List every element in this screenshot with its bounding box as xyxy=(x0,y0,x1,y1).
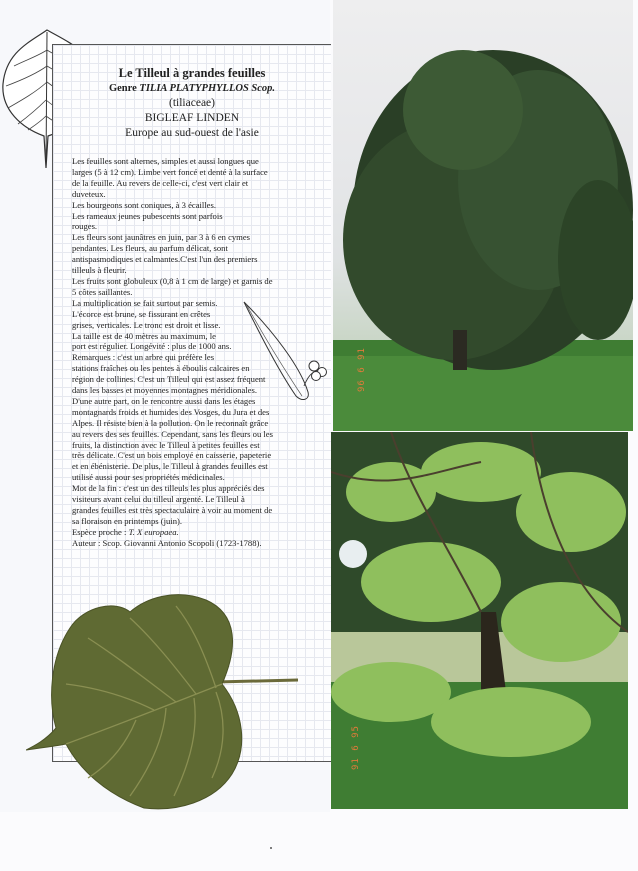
related-prefix: Espèce proche : xyxy=(72,526,129,537)
tree-illustration xyxy=(333,0,633,431)
description-line: duveteux. xyxy=(72,188,106,199)
description-line: au revers des ses feuilles. Cependant, sans les fleurs ou les xyxy=(72,428,273,439)
description-line: utilisé aussi pour ses propriétés médicinales. xyxy=(72,472,225,483)
description-line: Les bourgeons sont coniques, à 3 écailles. xyxy=(72,199,216,210)
branch-photo xyxy=(331,432,628,809)
genre-prefix: Genre xyxy=(108,83,137,94)
related-species: T. X europaea. xyxy=(128,526,179,537)
description-line: D'une autre part, on le rencontre aussi dans les étages xyxy=(72,395,256,406)
foliage-illustration xyxy=(331,432,628,809)
description-line: très délicate. C'est un bois employé en caisserie, papeterie xyxy=(72,450,272,461)
fruit-bract-drawing-icon xyxy=(238,300,328,404)
genus-line xyxy=(60,81,324,96)
common-name: BIGLEAF LINDEN xyxy=(144,112,240,124)
description-line: Mot de la fin : c'est un des tilleuls les plus appréciés des xyxy=(72,483,265,494)
description-line: dans les basses et moyennes montagnes méridionales. xyxy=(72,385,257,396)
description-line: tilleuls à fleurir. xyxy=(72,265,127,276)
description-line: Remarques : c'est un arbre qui préfère les xyxy=(72,352,215,363)
page-mark xyxy=(270,847,272,849)
description-line: pendantes. Les fleurs, au parfum délicat, sont xyxy=(72,243,228,254)
description-line: visiteurs avant celui du tilleul argenté. Le Tilleul à xyxy=(72,494,245,505)
date-stamp-top: 96 6 91 xyxy=(357,347,367,392)
description-line: Les fruits sont globuleux (0,8 à 1 cm de large) et garnis de xyxy=(72,275,273,286)
description-line: 5 côtes saillantes. xyxy=(72,286,133,297)
description-line: larges (5 à 12 cm). Limbe vert foncé et denté à la surface xyxy=(72,166,268,177)
description-line: fruits, la distinction avec le Tilleul à petites feuilles est xyxy=(72,439,260,450)
tree-photo xyxy=(333,0,633,431)
description-line: port est régulier. Longévité : plus de 1000 ans. xyxy=(72,341,232,352)
description-line: grandes feuilles est très spectaculaire à voir au moment de xyxy=(72,505,273,515)
pressed-leaf-specimen xyxy=(26,588,300,814)
related-species-line xyxy=(72,527,306,538)
genus-name: TILIA PLATYPHYLLOS Scop. xyxy=(139,83,276,94)
description-line: montagnards froids et humides des Vosges, du Jura et des xyxy=(72,406,270,417)
description-line: Alpes. Il résiste bien à la pollution. On le reconnaît grâce xyxy=(72,417,269,428)
description-line: de la feuille. Au revers de celle-ci, c'est vert clair et xyxy=(72,177,249,188)
description-line: et en ébénisterie. De plus, le Tilleul à grandes feuilles est xyxy=(72,461,268,472)
description-line: sa floraison en printemps (juin). xyxy=(72,515,183,526)
description-line: stations fraîches ou les pentes à éboulis calcaires en xyxy=(72,363,250,374)
description-line: région de collines. C'est un Tilleul qui est assez fréquent xyxy=(72,374,266,385)
description-line: Les rameaux jeunes pubescents sont parfois xyxy=(72,210,223,221)
family-name: (tiliaceae) xyxy=(169,97,215,109)
author-line: Auteur : Scop. Giovanni Antonio Scopoli (1723-1788). xyxy=(72,537,262,548)
description-line: antispasmodiques et calmantes.C'est l'un des premiers xyxy=(72,254,258,265)
description-line: La multiplication se fait surtout par semis. xyxy=(72,297,218,308)
origin: Europe au sud-ouest de l'asie xyxy=(125,127,259,139)
description-line: grises, verticales. Le tronc est droit et lisse. xyxy=(72,319,221,330)
description-line: Les feuilles sont alternes, simples et aussi longues que xyxy=(72,156,259,166)
description-line: rouges. xyxy=(72,221,98,232)
page-title: Le Tilleul à grandes feuilles xyxy=(118,66,266,80)
description-line: Les fleurs sont jaunâtres en juin, par 3 à 6 en cymes xyxy=(72,232,251,243)
description-line: L'écorce est brune, se fissurant en crêtes xyxy=(72,308,211,319)
card-header xyxy=(60,66,324,141)
description-line: La taille est de 40 mètres au maximum, le xyxy=(72,330,216,341)
date-stamp-bottom: 91 6 95 xyxy=(351,725,361,770)
